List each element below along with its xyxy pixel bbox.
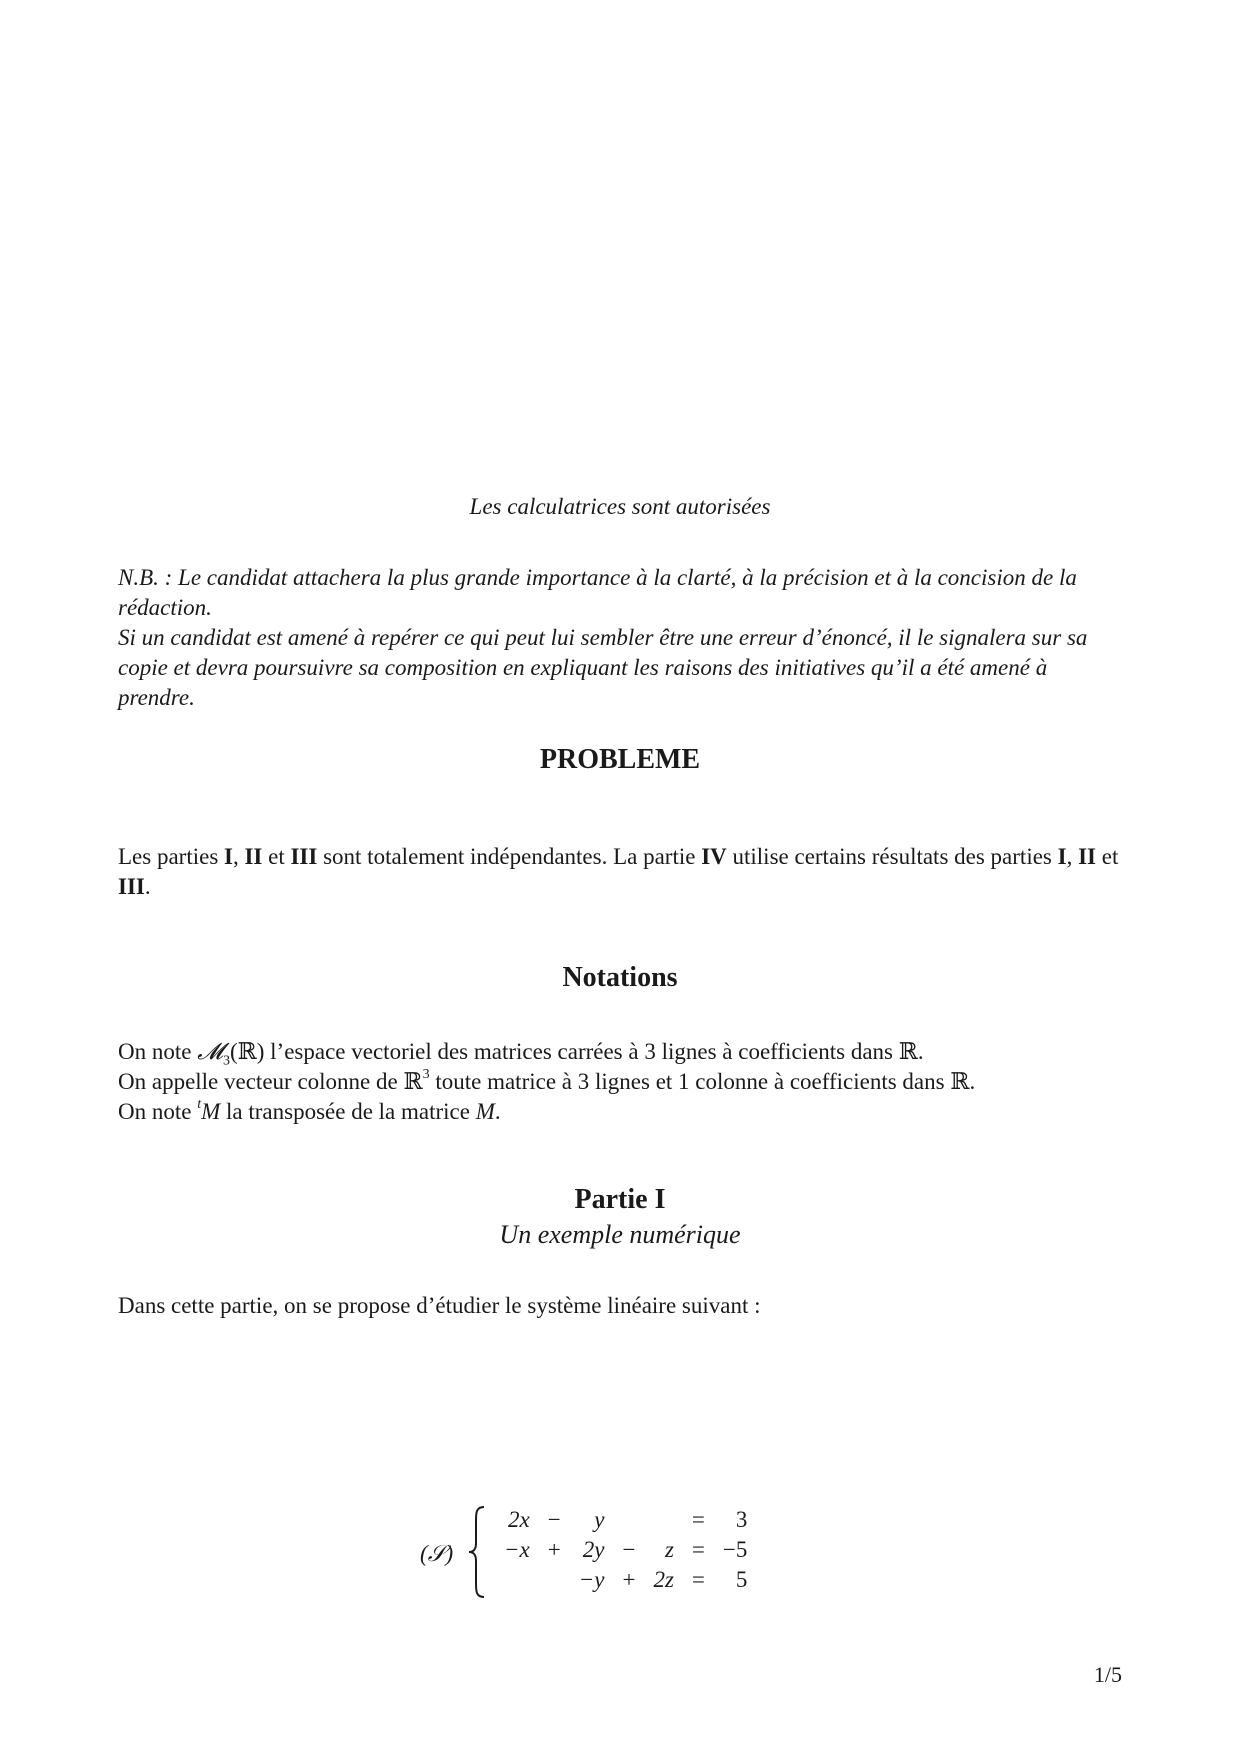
partie-1-subtitle: Un exemple numérique — [499, 1220, 741, 1249]
matrix-symbol: M — [201, 1099, 221, 1124]
equals-sign: = — [691, 1567, 705, 1592]
term: 2z — [653, 1567, 674, 1592]
term: −x — [504, 1537, 530, 1562]
part-ref: IV — [701, 844, 727, 869]
term: −y — [578, 1567, 605, 1592]
part-ref: III — [290, 844, 318, 869]
intro-text: sont totalement indépendantes. La partie — [317, 844, 702, 869]
system-label: (𝒮) — [420, 1541, 454, 1566]
operator — [540, 1565, 569, 1595]
notation-line-1 — [118, 1037, 1122, 1067]
operator: − — [622, 1537, 636, 1562]
partie-1-heading: Partie I — [574, 1184, 666, 1215]
intro-text: , — [1066, 844, 1079, 869]
intro-text: et — [1095, 844, 1119, 869]
nb-line-2: Si un candidat est amené à repérer ce qui peut lui sembler être une erreur d’énoncé, il le signalera sur sa copie et devra poursuivre sa composition en expliquant les raisons des initiatives qu’il a été amené à prendre. — [118, 625, 1088, 710]
operator: + — [622, 1567, 636, 1592]
text: On note — [118, 1099, 198, 1124]
left-brace-icon — [466, 1505, 488, 1599]
real-set: (ℝ) — [229, 1039, 265, 1064]
intro-text: , — [232, 844, 245, 869]
term: y — [594, 1507, 605, 1532]
operator: − — [547, 1507, 561, 1532]
text: lignes et — [589, 1069, 679, 1094]
rhs-value: 5 — [735, 1567, 748, 1592]
rhs-value: −5 — [722, 1537, 748, 1562]
real-set: ℝ — [898, 1039, 918, 1064]
text: lignes à coefficients dans — [655, 1039, 899, 1064]
part-ref: I — [224, 844, 233, 869]
text: . — [917, 1039, 924, 1064]
notation-line-2 — [118, 1067, 1122, 1097]
probleme-heading: PROBLEME — [539, 744, 701, 775]
system-equations — [494, 1505, 757, 1595]
text: l’espace vectoriel des matrices carrées à — [264, 1039, 645, 1064]
text: On note — [118, 1039, 198, 1064]
notations-heading: Notations — [562, 962, 678, 993]
probleme-intro — [118, 842, 1122, 902]
text: toute matrice à — [429, 1069, 578, 1094]
rhs-value: 3 — [735, 1507, 748, 1532]
equals-sign: = — [691, 1507, 705, 1532]
equation-row — [494, 1565, 757, 1595]
equals-sign: = — [691, 1537, 705, 1562]
text: . — [494, 1099, 501, 1124]
partie-1-intro: Dans cette partie, on se propose d’étudier le système linéaire suivant : — [118, 1293, 761, 1318]
calculators-note: Les calculatrices sont autorisées — [469, 494, 771, 519]
number: 1 — [678, 1069, 690, 1094]
real-set: ℝ — [950, 1069, 970, 1094]
text: . — [969, 1069, 976, 1094]
matrix-symbol: M — [475, 1099, 495, 1124]
intro-text: utilise certains résultats des parties — [726, 844, 1058, 869]
number: 3 — [644, 1039, 656, 1064]
superscript: 3 — [422, 1067, 430, 1083]
intro-text: Les parties — [118, 844, 225, 869]
part-ref: II — [244, 844, 263, 869]
part-ref: I — [1057, 844, 1067, 869]
text: colonne à coefficients dans — [689, 1069, 951, 1094]
part-ref: III — [118, 874, 145, 899]
number: 3 — [577, 1069, 590, 1094]
term: 2x — [508, 1507, 530, 1532]
text: On appelle vecteur colonne de — [118, 1069, 404, 1094]
intro-text: et — [262, 844, 291, 869]
term: z — [664, 1537, 674, 1562]
part-ref: II — [1078, 844, 1096, 869]
intro-text: . — [144, 874, 151, 899]
equation-row — [494, 1505, 757, 1535]
operator: + — [547, 1537, 561, 1562]
nb-line-1: N.B. : Le candidat attachera la plus grande importance à la clarté, à la précision et à la concision de la rédaction. — [118, 565, 1077, 620]
term — [494, 1565, 540, 1595]
text: la transposée de la matrice — [220, 1099, 476, 1124]
transpose-mark: t — [197, 1097, 202, 1113]
operator — [614, 1505, 643, 1535]
notation-line-3 — [118, 1097, 1122, 1127]
nb-paragraph — [118, 563, 1122, 713]
real-set: ℝ — [403, 1069, 423, 1094]
equation-row — [494, 1535, 757, 1565]
notations-body — [118, 1037, 1122, 1127]
term: 2y — [582, 1537, 605, 1562]
term — [643, 1505, 683, 1535]
subscript: 3 — [222, 1053, 230, 1069]
matrix-space-symbol: 𝓜 — [197, 1039, 223, 1064]
page-number: 1/5 — [1093, 1662, 1122, 1687]
